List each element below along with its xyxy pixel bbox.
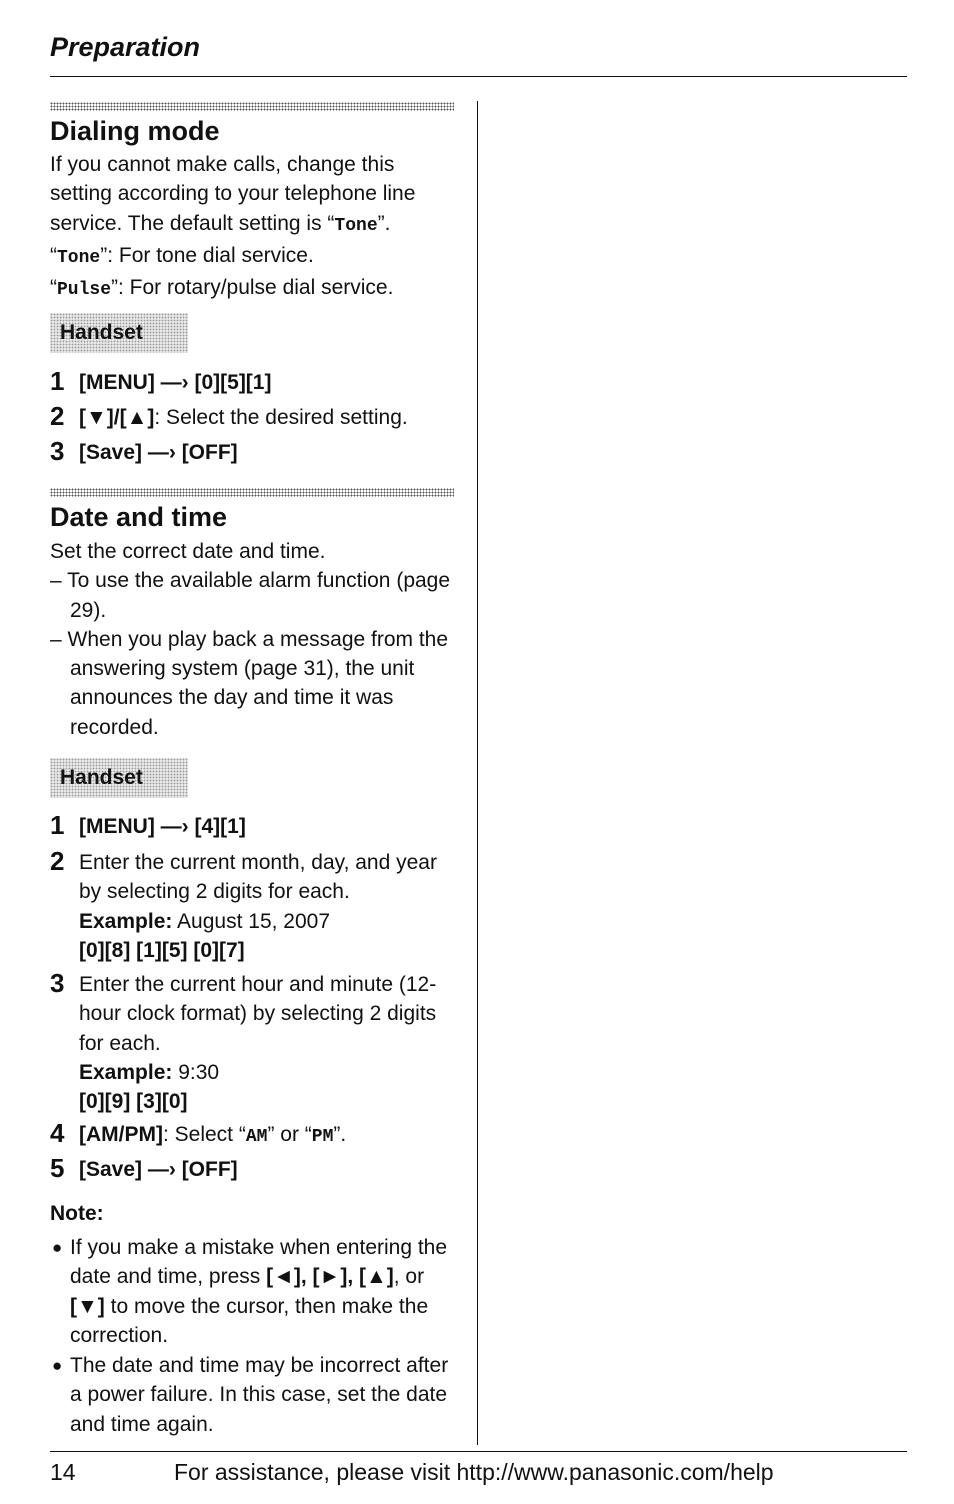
date-step-4	[50, 1120, 460, 1152]
note-item-2	[50, 1351, 460, 1439]
page-number: 14	[50, 1459, 76, 1485]
bullet-icon: ●	[52, 1238, 63, 1257]
step-text: Enter the current month, day, and year by selecting 2 digits for each.	[79, 851, 437, 904]
quote-open: “	[50, 276, 57, 300]
step-number: 3	[50, 436, 65, 466]
note-keys: [▼]	[70, 1294, 105, 1318]
step-keys: [Save] —› [OFF]	[79, 441, 238, 464]
step-keys: [AM/PM]	[79, 1123, 163, 1146]
step-text: ”.	[333, 1123, 347, 1146]
step-number: 5	[50, 1153, 65, 1183]
note-text: If you make a mistake when entering the date and time, press	[70, 1236, 448, 1289]
step-keys: [Save] —› [OFF]	[79, 1158, 238, 1181]
dialing-intro	[50, 150, 460, 241]
step-number: 4	[50, 1118, 65, 1148]
step-keys: [MENU] —› [0][5][1]	[79, 371, 272, 394]
option-code-tone: Tone	[57, 247, 101, 268]
example-value: 9:30	[172, 1060, 220, 1084]
step-keys: [MENU] —› [4][1]	[79, 815, 246, 838]
note-item-1	[50, 1233, 460, 1350]
option-code-pulse: Pulse	[57, 280, 112, 301]
step-number: 1	[50, 366, 65, 396]
section-dotted-bar	[50, 488, 454, 497]
column-divider	[477, 101, 478, 1445]
step-number: 2	[50, 401, 65, 431]
header-divider	[50, 76, 907, 77]
section-dotted-bar	[50, 102, 454, 111]
page-header-title: Preparation	[50, 32, 201, 62]
date-time-description	[50, 537, 460, 742]
step-example	[79, 1058, 460, 1087]
step-number: 2	[50, 846, 65, 876]
step-keys: [0][9] [3][0]	[79, 1090, 188, 1114]
date-step-3	[50, 970, 460, 1116]
date-time-purpose-2: – When you play back a message from the answering system (page 31), the unit announces the day and time it was recorded.	[50, 627, 449, 739]
note-text: , or	[393, 1265, 425, 1289]
dialing-mode-description	[50, 150, 460, 305]
handset-badge	[50, 313, 188, 353]
dialing-option-tone	[50, 241, 460, 273]
example-label: Example:	[79, 909, 173, 933]
step-number: 1	[50, 810, 65, 840]
dialing-step-3	[50, 438, 460, 467]
dialing-intro-end: ”.	[377, 211, 391, 235]
step-text: : Select the desired setting.	[154, 406, 408, 429]
section-title-date-and-time: Date and time	[50, 502, 228, 532]
date-time-intro: Set the correct date and time.	[50, 540, 326, 563]
dialing-default-value: Tone	[334, 215, 378, 236]
step-text: ” or “	[267, 1123, 312, 1146]
option-desc-tone: ”: For tone dial service.	[100, 243, 314, 267]
date-time-purpose-1: – To use the available alarm function (page 29).	[50, 569, 451, 622]
example-label: Example:	[79, 1060, 173, 1084]
footer-assistance-text: For assistance, please visit http://www.panasonic.com/help	[174, 1459, 774, 1485]
display-am: AM	[245, 1127, 268, 1147]
quote-open: “	[50, 243, 57, 267]
step-text: Enter the current hour and minute (12-hour clock format) by selecting 2 digits for each.	[79, 973, 437, 1055]
date-step-2	[50, 848, 460, 965]
dialing-step-1	[50, 368, 460, 397]
example-value: August 15, 2007	[172, 909, 331, 933]
bullet-icon: ●	[52, 1356, 63, 1375]
dialing-intro-text: If you cannot make calls, change this setting according to your telephone line service. The default setting is “	[50, 153, 416, 235]
date-step-1	[50, 812, 460, 841]
section-title-dialing-mode: Dialing mode	[50, 116, 220, 146]
step-example	[79, 907, 460, 936]
note-text: to move the cursor, then make the correction.	[70, 1294, 429, 1347]
step-keys: [▼]/[▲]	[79, 406, 155, 429]
note-keys: [◄], [►], [▲]	[266, 1265, 394, 1289]
option-desc-pulse: ”: For rotary/pulse dial service.	[111, 276, 394, 300]
step-text: : Select “	[162, 1123, 246, 1146]
step-number: 3	[50, 968, 65, 998]
dialing-step-2	[50, 403, 460, 432]
date-step-5	[50, 1155, 460, 1184]
handset-badge	[50, 758, 188, 798]
note-label: Note:	[50, 1202, 104, 1225]
dialing-option-pulse	[50, 273, 460, 305]
handset-label: Handset	[60, 766, 143, 789]
handset-label: Handset	[60, 321, 143, 344]
note-text: The date and time may be incorrect after a power failure. In this case, set the date and time again.	[70, 1354, 449, 1436]
display-pm: PM	[311, 1127, 334, 1147]
step-keys: [0][8] [1][5] [0][7]	[79, 938, 245, 962]
footer-divider	[50, 1451, 907, 1452]
